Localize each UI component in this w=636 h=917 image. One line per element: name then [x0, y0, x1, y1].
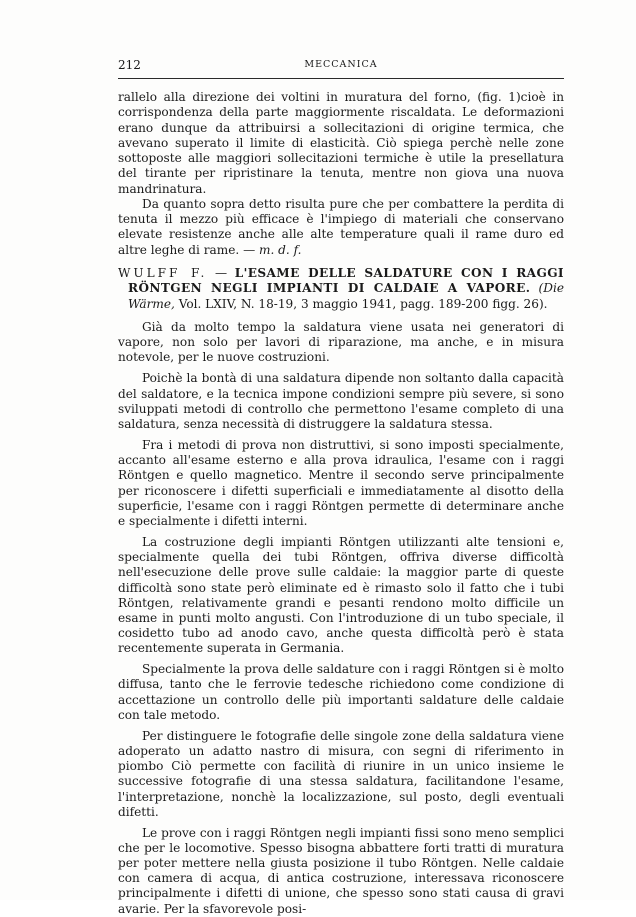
article-paragraph: La costruzione degli impianti Röntgen utilizzanti alte tensioni e, specialmente quella dei tubi Röntgen, offriva diverse difficoltà nell'esecuzione delle prove sulle caldaie: la maggior parte di queste difficoltà sono state però eliminate ed è rimasto solo il fatto che i tubi Röntgen, relativamente grandi e pesanti rendono molto difficile un esame in punti molto angusti. Con l'introduzione di un tubo speciale, il cosidetto tubo ad anodo cavo, anche questa difficoltà però è stata recentemente superata in Germania. — [118, 535, 564, 656]
continuation-paragraph-2-text: Da quanto sopra detto risulta pure che per combattere la perdita di tenuta il mezzo più efficace è l'impiego di materiali che conservano elevate resistenze anche alle alte temperature quali il rame duro ed altre leghe di rame. — [118, 196, 564, 257]
continuation-text — [118, 90, 564, 258]
article-paragraph: Già da molto tempo la saldatura viene usata nei generatori di vapore, non solo per lavori di riparazione, ma anche, e in misura notevole, per le nuove costruzioni. — [118, 320, 564, 365]
running-title: MECCANICA — [304, 59, 378, 70]
signature: — m. d. f. — [243, 242, 302, 257]
header-rule — [118, 78, 564, 79]
entry-citation — [118, 266, 564, 312]
article-paragraph: Le prove con i raggi Röntgen negli impianti fissi sono meno semplici che per le locomotive. Spesso bisogna abbattere forti tratti di muratura per poter mettere nella giusta posizione il tubo Röntgen. Nelle caldaie con camera di acqua, di antica costruzione, interessava riconoscere principalmente i difetti di unione, che spesso sono stati causa di gravi avarie. Per la sfavorevole posi- — [118, 825, 564, 916]
entry-reference: Vol. LXIV, N. 18-19, 3 maggio 1941, pagg. 189-200 figg. 26). — [178, 296, 548, 311]
article-paragraph: Poichè la bontà di una saldatura dipende non soltanto dalla capacità del saldatore, e la tecnica impone condizioni sempre più severe, si sono sviluppati metodi di controllo che permettono l'esame completo di una saldatura, senza necessità di distruggere la saldatura stessa. — [118, 371, 564, 431]
article-paragraph: Specialmente la prova delle saldature con i raggi Röntgen si è molto diffusa, tanto che le ferrovie tedesche richiedono come condizione di accettazione un controllo delle più importanti saldature delle caldaie con tale metodo. — [118, 662, 564, 722]
entry-title: L'ESAME DELLE SALDATURE CON I RAGGI RÖNTGEN NEGLI IMPIANTI DI CALDAIE A VAPORE. — [128, 266, 564, 296]
entry-dash: — — [215, 266, 228, 280]
article-paragraph: Fra i metodi di prova non distruttivi, si sono imposti specialmente, accanto all'esame esterno e alla prova idraulica, l'esame con i raggi Röntgen e quello magnetico. Mentre il secondo serve principalmente per riconoscere i difetti superficiali e immediatamente al disotto della superficie, l'esame con i raggi Röntgen permette di determinare anche e specialmente i difetti interni. — [118, 438, 564, 528]
page-header — [118, 58, 564, 76]
article-body — [118, 320, 564, 917]
article-paragraph: Per distinguere le fotografie delle singole zone della saldatura viene adoperato un adatto nastro di misura, con segni di riferimento in piombo Ciò permette con facilità di riunire in un unico insieme le successive fotografie di una stessa saldatura, facilitandone l'esame, l'interpretazione, nonchè la localizzazione, sul posto, degli eventuali difetti. — [118, 728, 564, 819]
page-number: 212 — [118, 58, 141, 72]
review-entry-heading — [118, 266, 564, 312]
entry-journal: (Die Wärme, — [128, 281, 564, 311]
continuation-paragraph-1: rallelo alla direzione dei voltini in muratura del forno, (fig. 1)cioè in corrispondenza della parte maggiormente riscaldata. Le deformazioni erano dunque da attribuirsi a sollecitazioni di origine termica, che avevano superato il limite di elasticità. Ciò spiega perchè nelle zone sottoposte alle maggiori sollecitazioni termiche è utile la presellatura del tirante per ripristinare la tenuta, mentre non giova una nuova mandrinatura. — [118, 90, 564, 196]
entry-author: WULFF F. — [118, 266, 208, 280]
continuation-paragraph-2 — [118, 197, 564, 258]
